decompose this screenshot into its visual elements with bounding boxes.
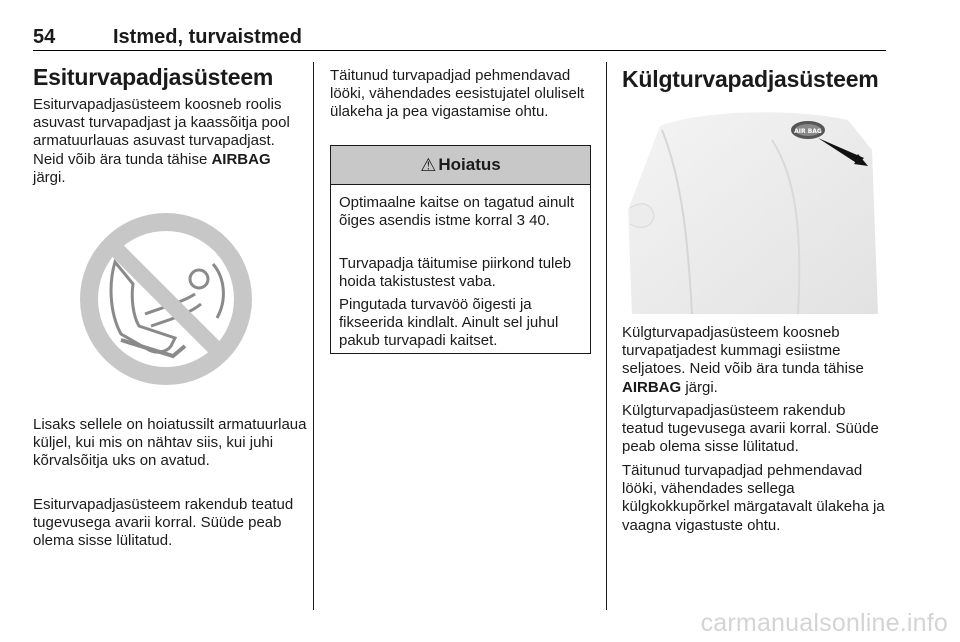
warning-box xyxy=(330,145,591,354)
running-title: Istmed, turvaistmed xyxy=(113,26,302,48)
airbag-label-bold: AIRBAG xyxy=(622,378,682,396)
page-number: 54 xyxy=(33,26,56,48)
text-run: järgi. xyxy=(33,168,66,186)
front-airbag-paragraph-1 xyxy=(33,96,303,187)
warning-paragraph-2: Turvapadja täitumise piirkond tuleb hoida takistustest vaba. xyxy=(339,255,572,291)
warning-paragraph-3: Pingutada turvavöö õigesti ja fikseerida kindlalt. Ainult sel juhul pakub turvapadi kaitset. xyxy=(339,296,559,350)
column-divider-left xyxy=(313,62,314,610)
warning-triangle-icon: ⚠ xyxy=(420,154,437,176)
airbag-badge-text: AIR BAG xyxy=(794,128,822,135)
airbag-label-bold: AIRBAG xyxy=(211,150,271,168)
prohibition-sign-graphic xyxy=(33,194,297,404)
side-airbag-paragraph-2: Külgturvapadjasüsteem rakendub teatud tugevusega avarii korral. Süüde peab olema sisse lülitatud. xyxy=(622,402,879,456)
seat-illustration xyxy=(622,100,886,314)
side-airbag-paragraph-3: Täitunud turvapadjad pehmendavad lööki, vähendades sellega külgkokkupõrkel märgatavalt ülakeha ja vaagna vigastuste ohtu. xyxy=(622,462,885,534)
text-run: Optimaalne kaitse on tagatud ainult õiges asendis istme korral xyxy=(339,194,575,230)
text-run: Külgturvapadjasüsteem koosneb turvapatjadest kummagi esiistme seljatoes. Neid võib ära tunda tähise xyxy=(622,324,864,378)
warning-paragraph-1 xyxy=(339,194,587,230)
warning-header xyxy=(331,146,590,185)
front-airbag-paragraph-3: Esiturvapadjasüsteem rakendub teatud tugevusega avarii korral. Süüde peab olema sisse lülitatud. xyxy=(33,496,294,550)
seat-side-airbag-figure xyxy=(622,100,886,314)
watermark: carmanualsonline.info xyxy=(700,609,948,637)
text-run: Esiturvapadjasüsteem koosneb roolis asuvast turvapadjast ja kaassõitja pool armatuurlauas asuvast turvapadjast. Neid võib ära tunda tähise xyxy=(33,96,290,168)
front-airbag-paragraph-2: Lisaks sellele on hoiatussilt armatuurlaua küljel, kui mis on nähtav siis, kui juhi kõrvalsõitja uks on avatud. xyxy=(33,416,307,470)
section-heading-front-airbag: Esiturvapadjasüsteem xyxy=(33,64,274,90)
no-child-seat-sign-figure xyxy=(33,194,297,404)
text-run: järgi. xyxy=(681,378,718,396)
side-airbag-paragraph-1 xyxy=(622,324,886,397)
front-airbag-paragraph-4: Täitunud turvapadjad pehmendavad lööki, vähendades eesistujatel oluliselt ülakeha ja pea vigastamise ohtu. xyxy=(330,67,585,121)
page-reference-link[interactable]: 3 40. xyxy=(516,212,550,230)
header-rule xyxy=(33,50,886,51)
section-heading-side-airbag: Külgturvapadjasüsteem xyxy=(622,66,879,92)
page-header xyxy=(33,26,886,50)
seat-back-shape xyxy=(628,112,878,314)
warning-title: Hoiatus xyxy=(438,155,501,174)
column-divider-right xyxy=(606,62,607,610)
